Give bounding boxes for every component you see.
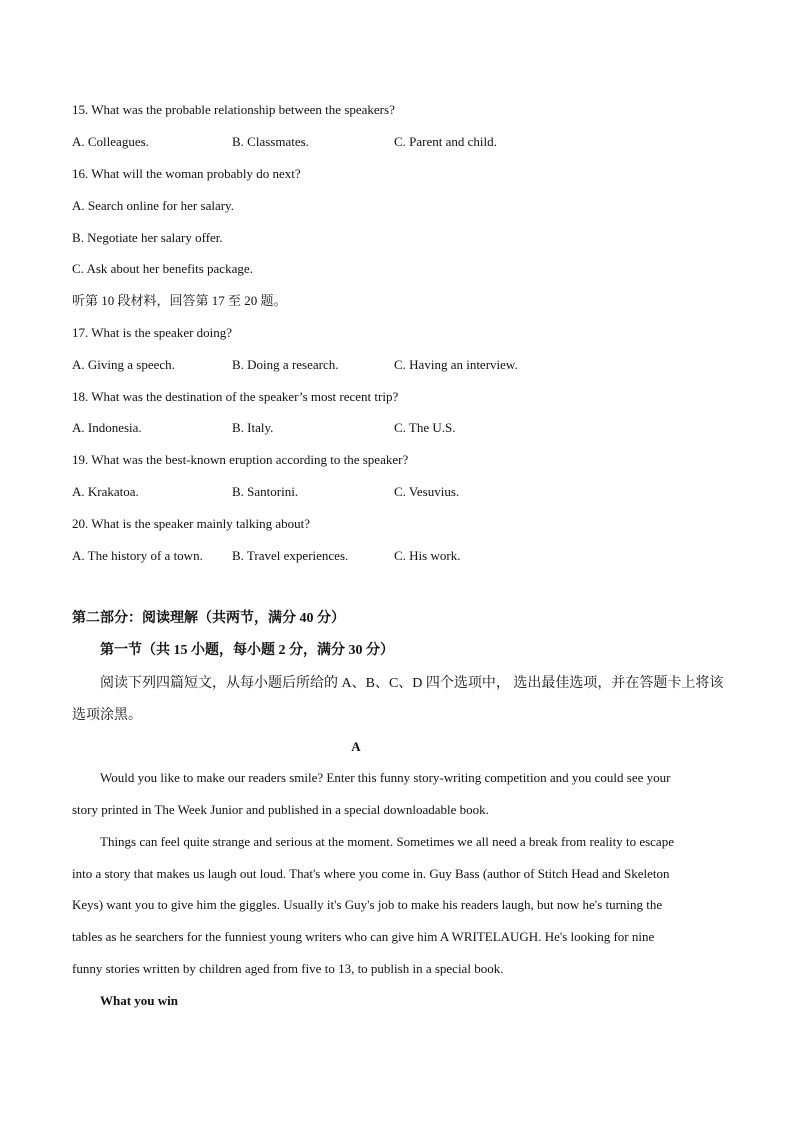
reading-instruction-line-1: 阅读下列四篇短文，从每小题后所给的 A、B、C、D 四个选项中， 选出最佳选项，并在答题卡上将该 [100, 676, 724, 691]
question-15: 15. What was the probable relationship between the speakers? [72, 102, 395, 117]
option-c: C. Vesuvius. [394, 484, 460, 499]
option-b: B. Travel experiences. [232, 548, 349, 563]
passage-line: Would you like to make our readers smile? Enter this funny story-writing competition and you could see your [100, 770, 671, 785]
question-20: 20. What is the speaker mainly talking about? [72, 516, 311, 531]
passage-title: A [351, 739, 361, 754]
part-2-heading: 第二部分：阅读理解（共两节，满分 40 分） [72, 611, 345, 626]
option-b: B. Negotiate her salary offer. [72, 230, 223, 245]
passage-line: into a story that makes us laugh out loud. That's where you come in. Guy Bass (author of Stitch Head and Skeleton [72, 866, 670, 881]
passage-line: story printed in The Week Junior and published in a special downloadable book. [72, 802, 489, 817]
section-10-instruction: 听第 10 段材料，回答第 17 至 20 题。 [72, 293, 287, 308]
option-a: A. Indonesia. [72, 420, 142, 435]
section-1-heading: 第一节（共 15 小题，每小题 2 分，满分 30 分） [100, 643, 394, 658]
option-b: B. Classmates. [232, 134, 309, 149]
option-a: A. Colleagues. [72, 134, 149, 149]
question-19: 19. What was the best-known eruption according to the speaker? [72, 452, 409, 467]
option-a: A. Giving a speech. [72, 357, 175, 372]
question-18: 18. What was the destination of the speaker’s most recent trip? [72, 389, 399, 404]
option-c: C. Ask about her benefits package. [72, 261, 253, 276]
option-a: A. Search online for her salary. [72, 198, 234, 213]
passage-line: funny stories written by children aged from five to 13, to publish in a special book. [72, 961, 504, 976]
question-17: 17. What is the speaker doing? [72, 325, 233, 340]
passage-line: tables as he searchers for the funniest young writers who can give him A WRITELAUGH. He's looking for nine [72, 929, 655, 944]
passage-line: Things can feel quite strange and serious at the moment. Sometimes we all need a break from reality to escape [100, 834, 674, 849]
option-c: C. Parent and child. [394, 134, 497, 149]
option-b: B. Italy. [232, 420, 274, 435]
what-you-win-heading: What you win [100, 993, 179, 1008]
option-c: C. Having an interview. [394, 357, 518, 372]
option-a: A. The history of a town. [72, 548, 203, 563]
option-c: C. His work. [394, 548, 461, 563]
option-c: C. The U.S. [394, 420, 456, 435]
question-16: 16. What will the woman probably do next? [72, 166, 301, 181]
option-b: B. Santorini. [232, 484, 299, 499]
option-b: B. Doing a research. [232, 357, 339, 372]
reading-instruction-line-2: 选项涂黑。 [72, 708, 142, 723]
option-a: A. Krakatoa. [72, 484, 139, 499]
passage-line: Keys) want you to give him the giggles. Usually it's Guy's job to make his readers laugh, but now he's turning the [72, 897, 663, 912]
